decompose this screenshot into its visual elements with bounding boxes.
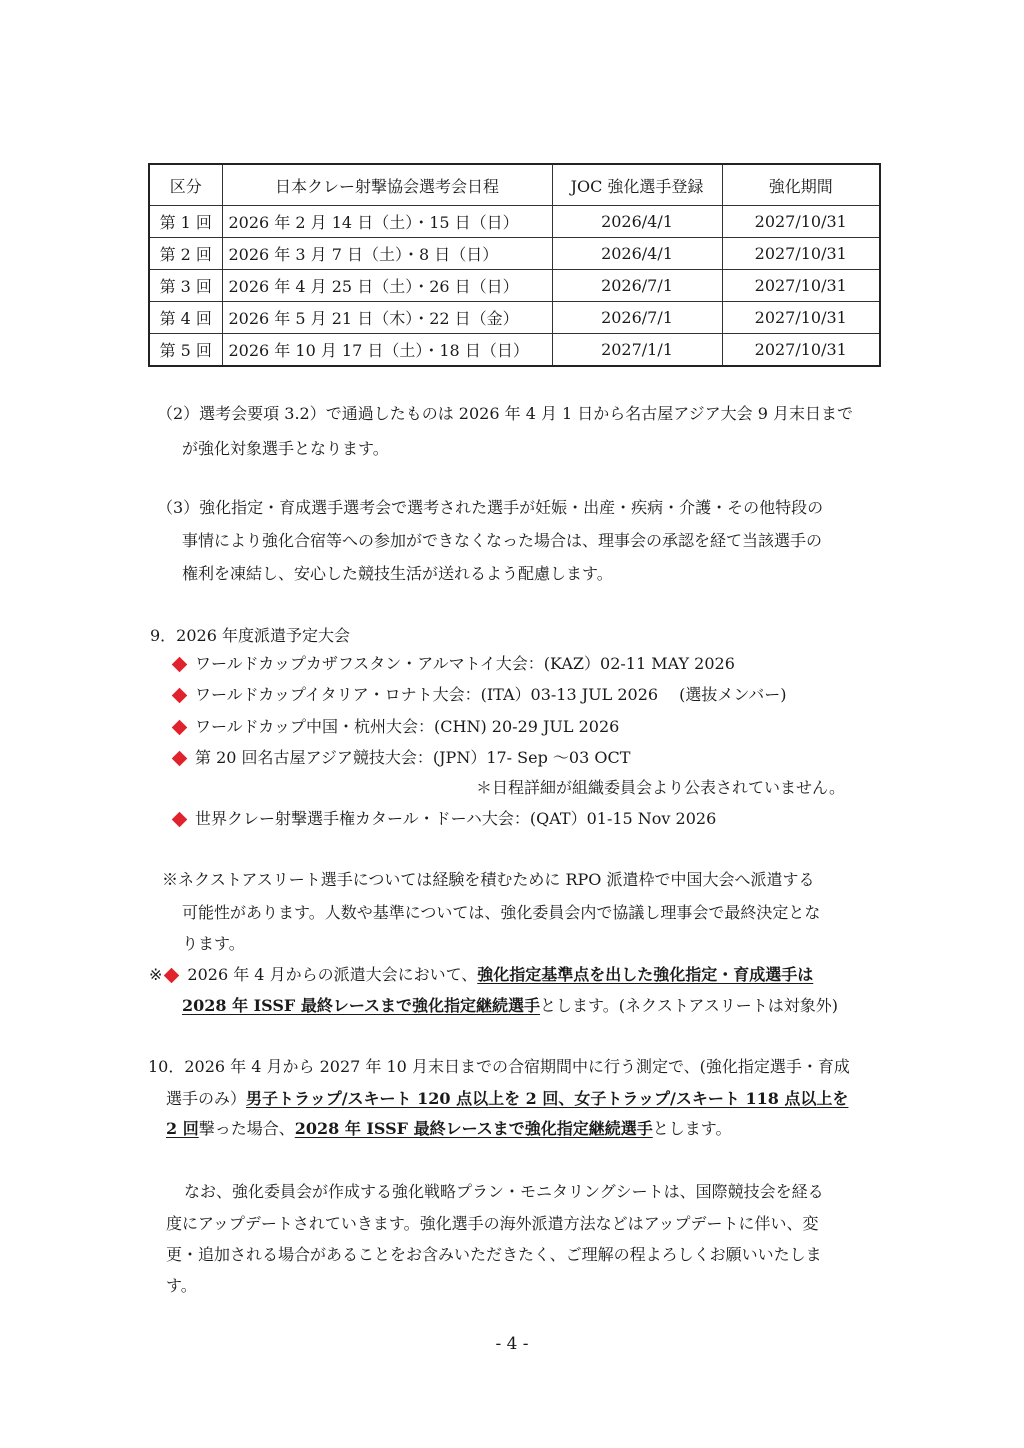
table-row: [149, 238, 880, 270]
section10-text: 撃った場合、: [198, 1119, 295, 1138]
table-row: [149, 270, 880, 302]
cell-registration: 2026/4/1: [552, 206, 722, 238]
table-header-row: [149, 164, 880, 206]
cell-round: 第 5 回: [149, 334, 222, 367]
para2-line1: （2）選考会要項 3.2）で通過したものは 2026 年 4 月 1 日から名古屋アジア大会 9 月末日まで: [157, 404, 854, 423]
header-joc-registration: JOC 強化選手登録: [552, 164, 722, 206]
event-text: 第 20 回名古屋アジア競技大会：(JPN）17- Sep ～03 OCT: [195, 748, 631, 767]
schedule-note: ＊日程詳細が組織委員会より公表されていません。: [476, 778, 845, 797]
cell-registration: 2026/7/1: [552, 270, 722, 302]
cell-dates: 2026 年 10 月 17 日（土）・18 日（日）: [222, 334, 552, 367]
table-row: [149, 334, 880, 367]
red-diamond-icon: [172, 719, 188, 735]
event-item: [170, 806, 716, 829]
cell-registration: 2026/7/1: [552, 302, 722, 334]
dispatch-note-line2: [182, 993, 838, 1016]
section10-bold: 2 回: [166, 1119, 199, 1138]
event-item: [170, 714, 619, 737]
red-diamond-icon: [172, 811, 188, 827]
cell-period: 2027/10/31: [722, 270, 880, 302]
para3-line1: （3）強化指定・育成選手選考会で選考された選手が妊娠・出産・疾病・介護・その他特段の: [157, 498, 824, 517]
cell-period: 2027/10/31: [722, 334, 880, 367]
section10-line1: 10．2026 年 4 月から 2027 年 10 月末日までの合宿期間中に行う測定で、(強化指定選手・育成: [148, 1057, 850, 1076]
event-item: [170, 745, 630, 768]
red-diamond-icon: [172, 687, 188, 703]
event-text: ワールドカップ中国・杭州大会：(CHN) 20-29 JUL 2026: [195, 717, 620, 736]
dispatch-note-line1: [149, 962, 813, 985]
cell-dates: 2026 年 5 月 21 日（木）・22 日（金）: [222, 302, 552, 334]
para3-line2: 事情により強化合宿等への参加ができなくなった場合は、理事会の承認を経て当該選手の: [182, 531, 823, 550]
section10-text: 選手のみ）: [166, 1089, 247, 1108]
event-text: 世界クレー射撃選手権カタール・ドーハ大会：(QAT）01-15 Nov 2026: [195, 809, 717, 828]
next-athlete-note-line2: 可能性があります。人数や基準については、強化委員会内で協議し理事会で最終決定とな: [182, 903, 821, 922]
header-period: 強化期間: [722, 164, 880, 206]
section9-heading: 9．2026 年度派遣予定大会: [150, 626, 350, 645]
para2-line2: が強化対象選手となります。: [182, 439, 389, 458]
red-diamond-icon: [172, 656, 188, 672]
section10-line3: [166, 1116, 732, 1139]
closing-line3: 更・追加される場合があることをお含みいただきたく、ご理解の程よろしくお願いいたしま: [166, 1245, 822, 1264]
event-text: ワールドカップイタリア・ロナト大会：(ITA）03-13 JUL 2026 (選抜メンバー): [195, 685, 787, 704]
cell-period: 2027/10/31: [722, 302, 880, 334]
para3-line3: 権利を凍結し、安心した競技生活が送れるよう配慮します。: [182, 564, 613, 583]
red-diamond-icon: [164, 967, 180, 983]
page-number: - 4 -: [495, 1334, 529, 1354]
cell-registration: 2027/1/1: [552, 334, 722, 367]
cell-registration: 2026/4/1: [552, 238, 722, 270]
cell-round: 第 4 回: [149, 302, 222, 334]
note-mark: ※: [149, 965, 163, 984]
dispatch-note-text: 2026 年 4 月からの派遣大会において、: [187, 965, 478, 984]
header-category: 区分: [149, 164, 222, 206]
cell-round: 第 1 回: [149, 206, 222, 238]
event-item: [170, 682, 787, 705]
section10-bold: 男子トラップ/スキート 120 点以上を 2 回、女子トラップ/スキート 118 点以上を: [246, 1089, 849, 1108]
dispatch-note-bold: 2028 年 ISSF 最終レースまで強化指定継続選手: [182, 996, 541, 1015]
cell-period: 2027/10/31: [722, 206, 880, 238]
event-text: ワールドカップカザフスタン・アルマトイ大会：(KAZ）02-11 MAY 2026: [195, 654, 735, 673]
closing-line2: 度にアップデートされていきます。強化選手の海外派遣方法などはアップデートに伴い、変: [166, 1214, 819, 1233]
table-row: [149, 206, 880, 238]
section10-line2: [166, 1086, 848, 1109]
table-row: [149, 302, 880, 334]
cell-dates: 2026 年 3 月 7 日（土）・8 日（日）: [222, 238, 552, 270]
closing-line1: なお、強化委員会が作成する強化戦略プラン・モニタリングシートは、国際競技会を経る: [184, 1182, 824, 1201]
header-schedule: 日本クレー射撃協会選考会日程: [222, 164, 552, 206]
section10-bold: 2028 年 ISSF 最終レースまで強化指定継続選手: [294, 1119, 653, 1138]
cell-dates: 2026 年 4 月 25 日（土）・26 日（日）: [222, 270, 552, 302]
selection-schedule-table: [148, 163, 881, 367]
next-athlete-note-line1: ※ネクストアスリート選手については経験を積むために RPO 派遣枠で中国大会へ派遣する: [162, 870, 815, 889]
closing-line4: す。: [166, 1276, 197, 1295]
section10-text: とします。: [652, 1119, 732, 1138]
dispatch-note-bold: 強化指定基準点を出した強化指定・育成選手は: [477, 965, 814, 984]
red-diamond-icon: [172, 750, 188, 766]
cell-round: 第 3 回: [149, 270, 222, 302]
dispatch-note-text: とします。(ネクストアスリートは対象外): [540, 996, 838, 1015]
next-athlete-note-line3: ります。: [182, 934, 245, 953]
cell-period: 2027/10/31: [722, 238, 880, 270]
cell-dates: 2026 年 2 月 14 日（土）・15 日（日）: [222, 206, 552, 238]
cell-round: 第 2 回: [149, 238, 222, 270]
event-item: [170, 651, 735, 674]
